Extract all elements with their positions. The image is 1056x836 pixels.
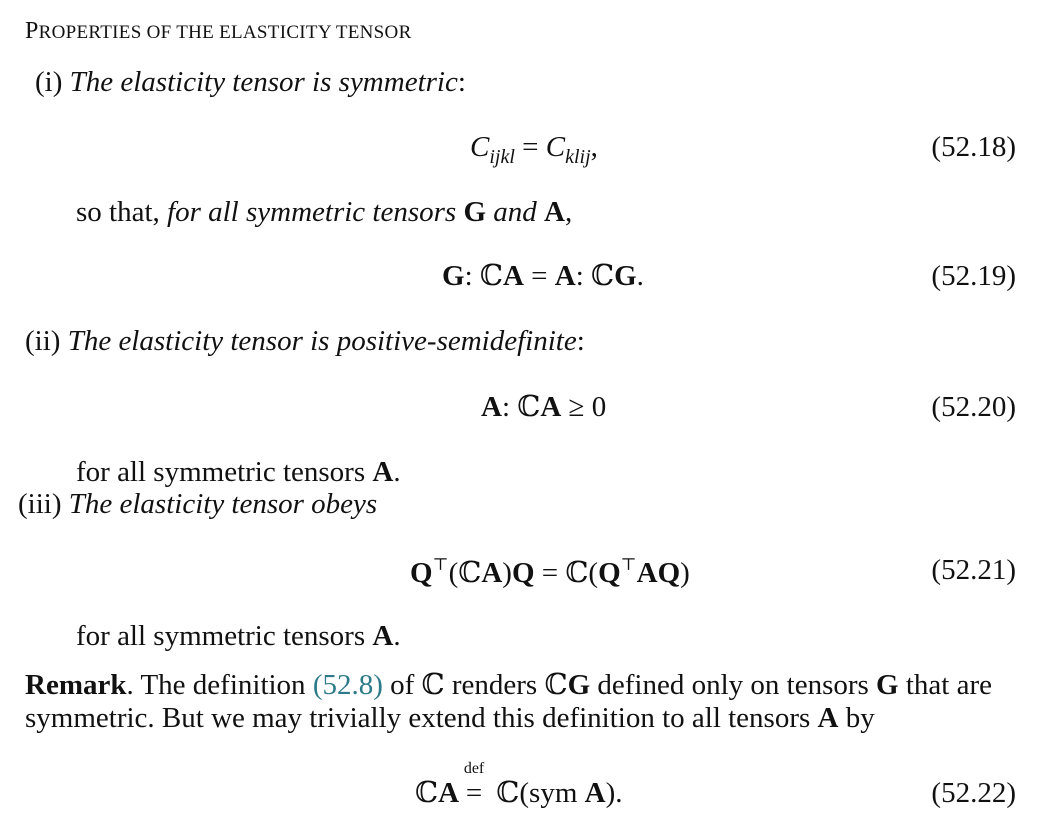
so-that-end: , (564, 196, 573, 228)
forall-line-1 (76, 458, 401, 487)
eq22-A2: A (584, 777, 606, 809)
remark-G: G (567, 669, 591, 701)
eq19-G: G (442, 260, 465, 292)
remark-line2-text: symmetric. But we may trivially extend this definition to all tensors (25, 702, 818, 734)
equation-number-52-19: (52.19) (931, 260, 1016, 292)
so-that-A: A (544, 196, 565, 228)
forall-1-text: for all symmetric tensors (76, 456, 373, 488)
item-i-text: The elasticity tensor is symmetric (69, 66, 458, 98)
remark-line2-A: A (817, 702, 839, 734)
equation-52-21 (410, 556, 690, 588)
section-heading (25, 19, 412, 43)
eq21-A2: A (636, 557, 658, 589)
eq22-equals-sign: = (465, 777, 483, 809)
remark-line-1 (25, 671, 992, 700)
eq20-A: A (481, 391, 502, 423)
equation-52-18 (470, 133, 598, 167)
item-ii-punct: : (576, 325, 585, 357)
remark-line2-end: by (838, 702, 875, 734)
eq21-equals-C: = ℂ( (534, 557, 599, 589)
forall-line-2 (76, 622, 401, 651)
eq21-transpose-1: ⊤ (432, 555, 449, 574)
eq21-close-2: ) (680, 557, 690, 589)
eq21-Q2: Q (511, 557, 535, 589)
remark-text-2: of ℂ renders ℂ (382, 669, 568, 701)
heading-initial: P (25, 18, 39, 44)
item-iii (18, 490, 377, 519)
eq18-end: , (590, 131, 598, 163)
item-i (35, 68, 466, 97)
forall-1-end: . (393, 456, 401, 488)
eq19-A: A (502, 260, 524, 292)
eq18-lhs-sub: ijkl (489, 146, 515, 168)
so-that-line (76, 198, 572, 227)
item-iii-text: The elasticity tensor obeys (68, 488, 378, 520)
equation-number-52-18: (52.18) (931, 131, 1016, 163)
eq19-A2: A (554, 260, 576, 292)
remark-line-2 (25, 704, 875, 733)
equation-52-19 (442, 262, 644, 291)
equation-number-52-20: (52.20) (931, 391, 1016, 423)
so-that-G: G (463, 196, 487, 228)
eq19-colon-C: : ℂ (464, 260, 503, 292)
eq19-equals: = (523, 260, 555, 292)
eq21-close: ) (502, 557, 512, 589)
item-ii-label: (ii) (25, 325, 61, 357)
item-i-label: (i) (35, 66, 63, 98)
eq22-A: A (438, 777, 460, 809)
so-that-italic: for all symmetric tensors (167, 196, 464, 228)
eq20-A2: A (540, 391, 562, 423)
equation-number-52-21: (52.21) (931, 554, 1016, 586)
remark-text-3: defined only on tensors (590, 669, 877, 701)
forall-2-text: for all symmetric tensors (76, 620, 373, 652)
equation-52-20 (481, 393, 606, 422)
equation-reference-link[interactable]: (52.8) (312, 669, 383, 701)
remark-G2: G (876, 669, 899, 701)
so-that-text: so that, (76, 196, 168, 228)
remark-text-1: . The definition (126, 669, 313, 701)
eq19-colon-C2: : ℂ (575, 260, 615, 292)
eq21-Q1: Q (410, 557, 433, 589)
eq21-Q4: Q (657, 557, 681, 589)
forall-2-A: A (372, 620, 394, 652)
remark-text-4: that are (898, 669, 992, 701)
item-iii-label: (iii) (18, 488, 62, 520)
eq22-end: ). (605, 777, 623, 809)
remark-label: Remark (25, 669, 127, 701)
eq21-transpose-2: ⊤ (620, 555, 637, 574)
forall-1-A: A (372, 456, 394, 488)
eq22-C-sym: ℂ(sym (489, 777, 585, 809)
heading-rest: ROPERTIES OF THE ELASTICITY TENSOR (38, 22, 412, 43)
item-i-punct: : (457, 66, 466, 98)
eq20-colon-C: : ℂ (501, 391, 541, 423)
item-ii (25, 327, 585, 356)
eq19-G2: G (614, 260, 637, 292)
equation-number-52-22: (52.22) (931, 777, 1016, 809)
eq21-open-C: (ℂ (448, 557, 482, 589)
eq20-geq-zero: ≥ 0 (561, 391, 607, 423)
item-ii-text: The elasticity tensor is positive-semidefinite (67, 325, 577, 357)
forall-2-end: . (393, 620, 401, 652)
eq21-A1: A (481, 557, 503, 589)
equation-52-22 (415, 760, 623, 809)
eq18-equals: = (514, 131, 546, 163)
eq18-lhs: C (470, 131, 490, 163)
eq22-def-equals (459, 760, 489, 809)
eq22-C: ℂ (415, 777, 439, 809)
eq21-Q3: Q (598, 557, 621, 589)
eq22-def-label: def (463, 760, 485, 777)
eq18-rhs-sub: klij (565, 146, 591, 168)
eq18-rhs: C (545, 131, 566, 163)
eq19-end: . (636, 260, 644, 292)
so-that-and: and (486, 196, 545, 228)
